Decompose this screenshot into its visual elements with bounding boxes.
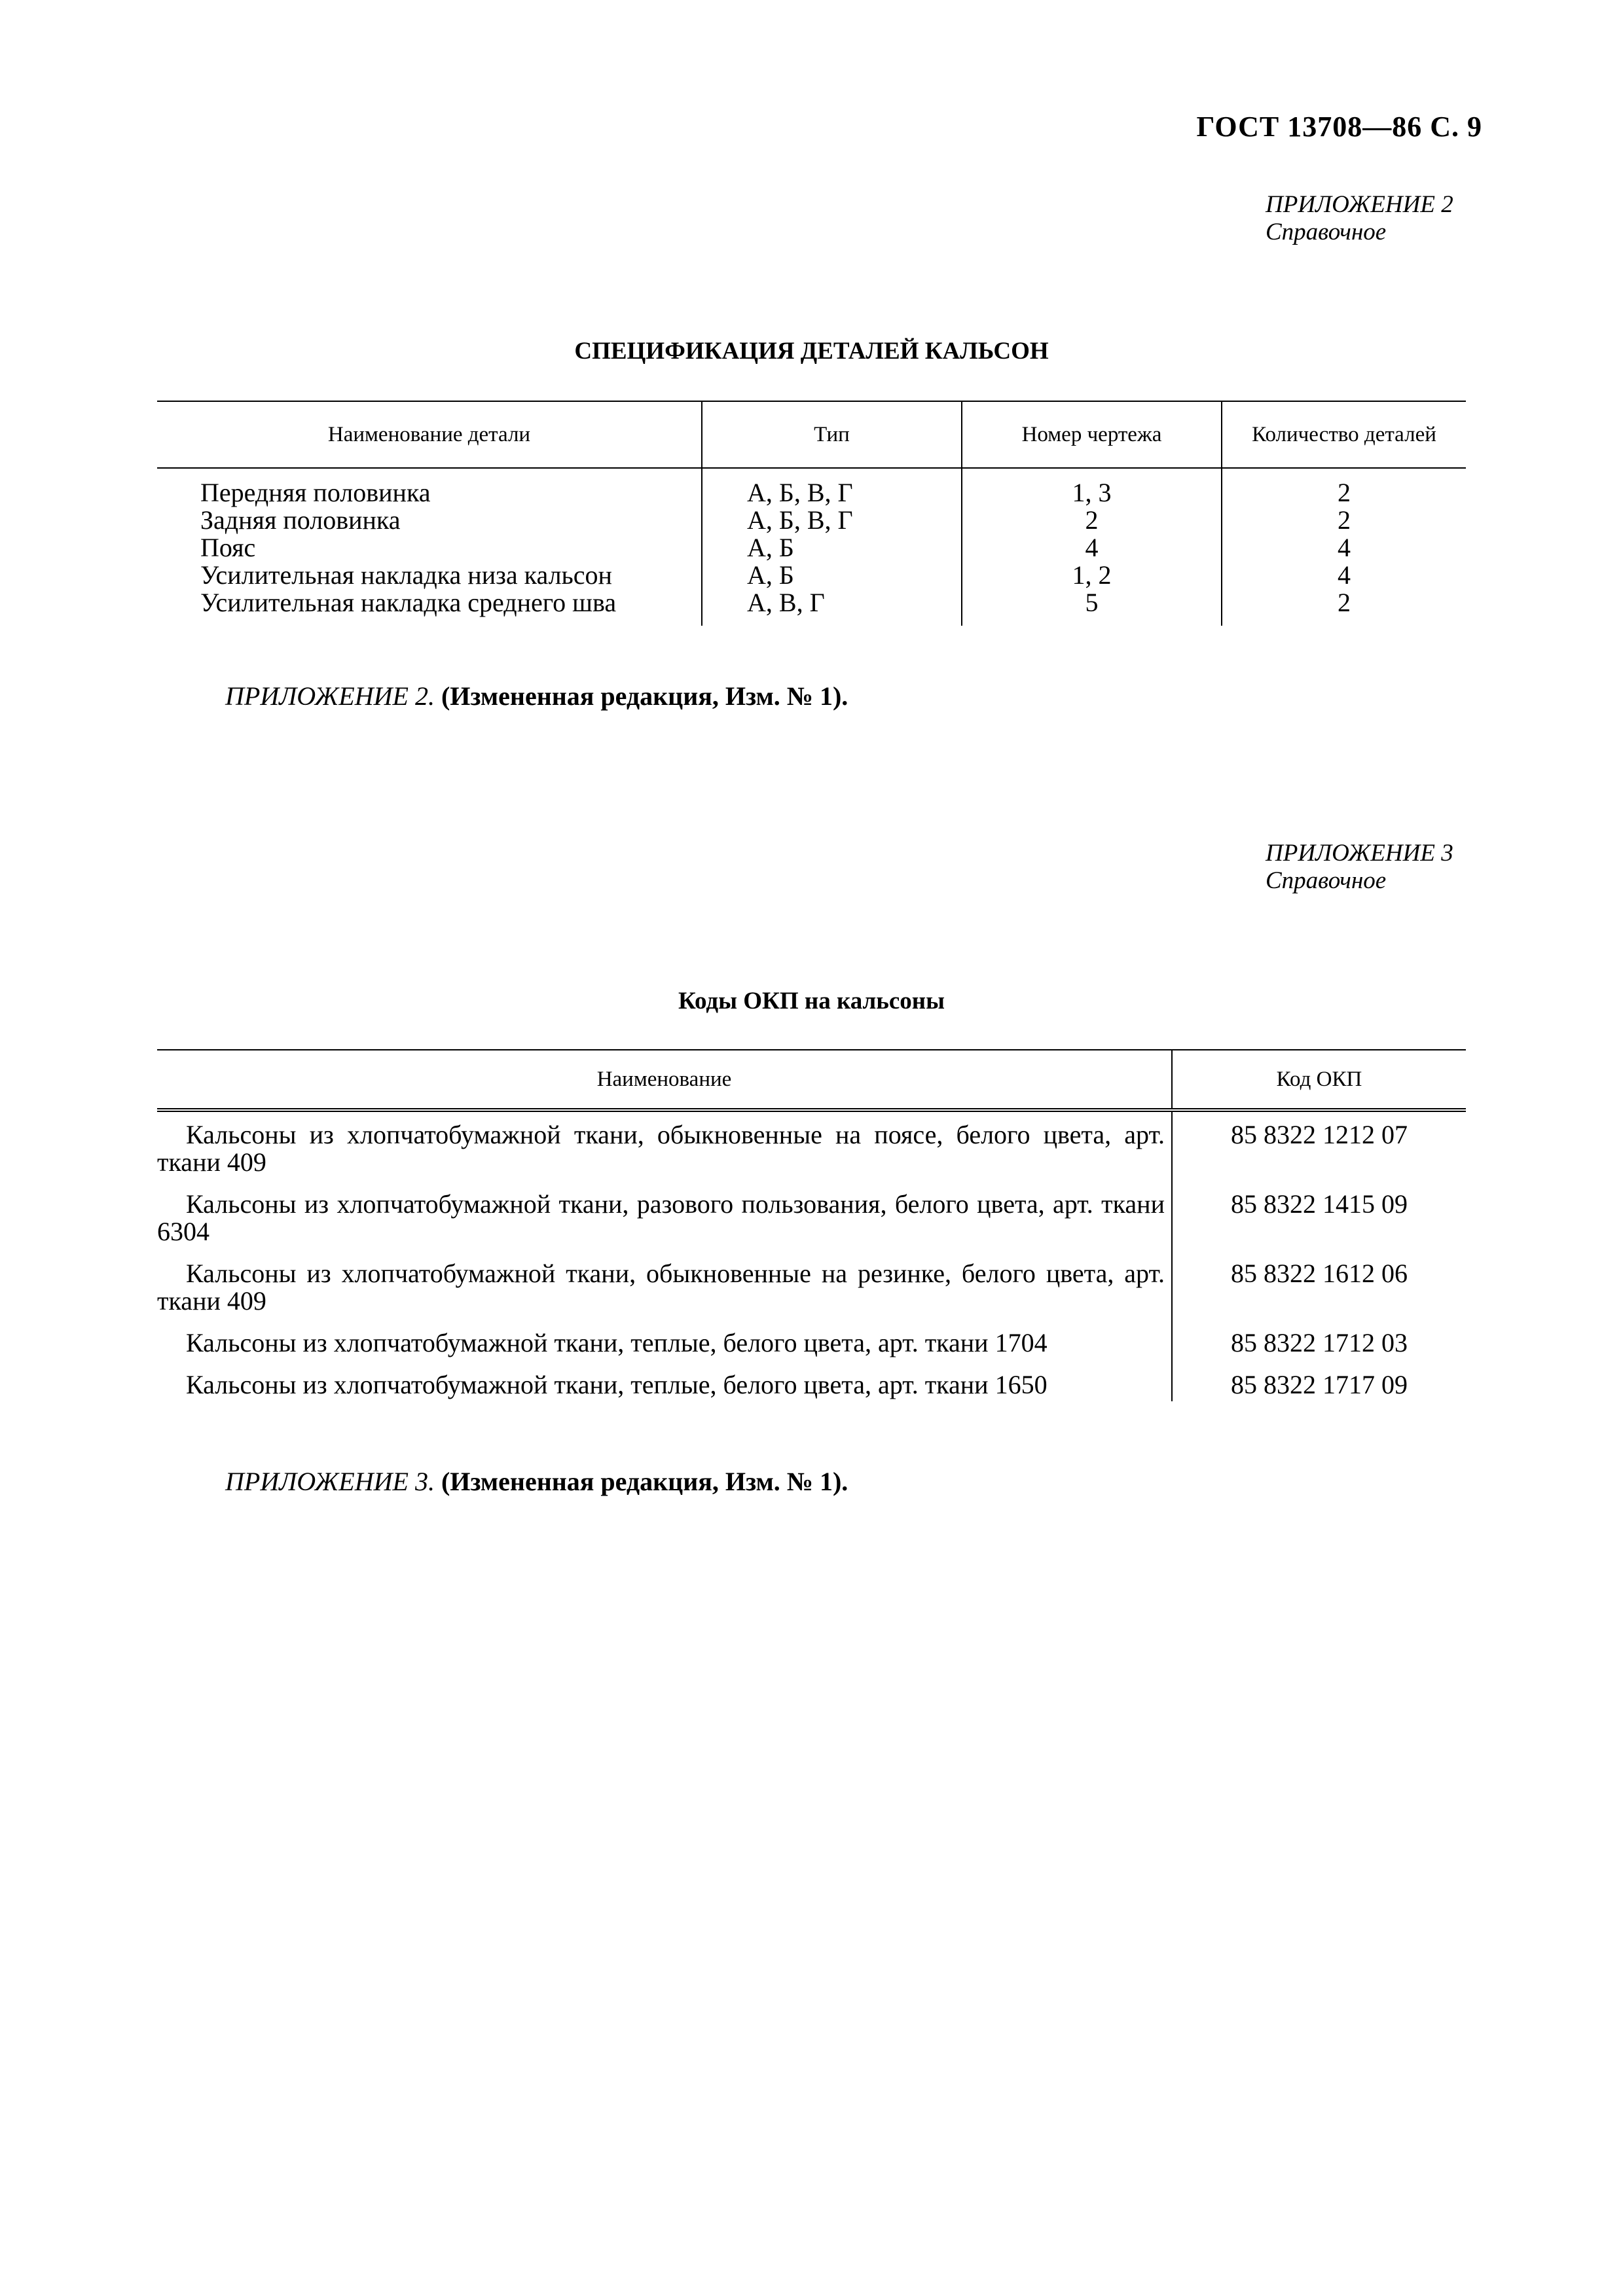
part-type: А, Б, В, Г [702,507,962,534]
part-name: Передняя половинка [200,478,431,507]
appendix2-title: СПЕЦИФИКАЦИЯ ДЕТАЛЕЙ КАЛЬСОН [574,338,1049,365]
column-header: Код ОКП [1172,1050,1466,1110]
column-header: Количество деталей [1222,401,1466,468]
table-header-row [157,1050,1466,1110]
drawing-number: 4 [962,534,1222,562]
table-row [157,562,1466,589]
okp-code: 85 8322 1212 07 [1172,1110,1466,1191]
part-name: Пояс [200,533,256,562]
drawing-number: 1, 2 [962,562,1222,589]
table-row [157,1110,1466,1191]
table-row [157,468,1466,507]
part-type: А, Б [702,562,962,589]
part-type: А, В, Г [702,589,962,626]
drawing-number: 1, 3 [962,468,1222,507]
note-text: (Измененная редакция, Изм. № 1). [441,1467,848,1496]
product-name: Кальсоны из хлопчатобумажной ткани, теплые, белого цвета, арт. ткани 1650 [186,1370,1048,1399]
product-name: Кальсоны из хлопчатобумажной ткани, разового пользования, белого цвета, арт. ткани 6304 [157,1189,1165,1246]
appendix2-heading [1266,191,1453,246]
note-text: (Измененная редакция, Изм. № 1). [441,681,848,711]
part-quantity: 4 [1222,562,1466,589]
table-row [157,1329,1466,1371]
appendix2-status: Справочное [1266,219,1387,245]
okp-code: 85 8322 1717 09 [1172,1371,1466,1401]
appendix2-revision-note [225,681,848,711]
drawing-number: 2 [962,507,1222,534]
table-row [157,589,1466,626]
product-name: Кальсоны из хлопчатобумажной ткани, обыкновенные на резинке, белого цвета, арт. ткани 409 [157,1259,1165,1316]
appendix3-label: ПРИЛОЖЕНИЕ 3 [1266,840,1453,867]
appendix2-label: ПРИЛОЖЕНИЕ 2 [1266,191,1453,218]
appendix3-heading [1266,840,1453,895]
okp-code: 85 8322 1712 03 [1172,1329,1466,1371]
column-header: Наименование детали [157,401,702,468]
part-name: Задняя половинка [200,505,401,535]
table-row [157,1371,1466,1401]
product-name: Кальсоны из хлопчатобумажной ткани, теплые, белого цвета, арт. ткани 1704 [186,1328,1048,1357]
page-header: ГОСТ 13708—86 С. 9 [1196,111,1482,143]
appendix3-status: Справочное [1266,867,1387,894]
okp-code: 85 8322 1612 06 [1172,1260,1466,1329]
drawing-number: 5 [962,589,1222,626]
part-quantity: 2 [1222,468,1466,507]
note-label: ПРИЛОЖЕНИЕ 2. [225,681,435,711]
table-row [157,1191,1466,1260]
parts-spec-table [157,401,1466,626]
part-name: Усилительная накладка низа кальсон [200,560,612,590]
product-name: Кальсоны из хлопчатобумажной ткани, обыкновенные на поясе, белого цвета, арт. ткани 409 [157,1120,1165,1177]
part-quantity: 2 [1222,589,1466,626]
appendix3-revision-note [225,1466,848,1497]
okp-code: 85 8322 1415 09 [1172,1191,1466,1260]
appendix3-title: Коды ОКП на кальсоны [678,988,945,1014]
part-type: А, Б [702,534,962,562]
column-header: Наименование [157,1050,1172,1110]
table-row [157,1260,1466,1329]
part-type: А, Б, В, Г [702,468,962,507]
part-name: Усилительная накладка среднего шва [200,588,617,617]
table-header-row [157,401,1466,468]
part-quantity: 4 [1222,534,1466,562]
okp-codes-table [157,1049,1466,1401]
column-header: Номер чертежа [962,401,1222,468]
note-label: ПРИЛОЖЕНИЕ 3. [225,1467,435,1496]
table-row [157,507,1466,534]
table-row [157,534,1466,562]
part-quantity: 2 [1222,507,1466,534]
column-header: Тип [702,401,962,468]
